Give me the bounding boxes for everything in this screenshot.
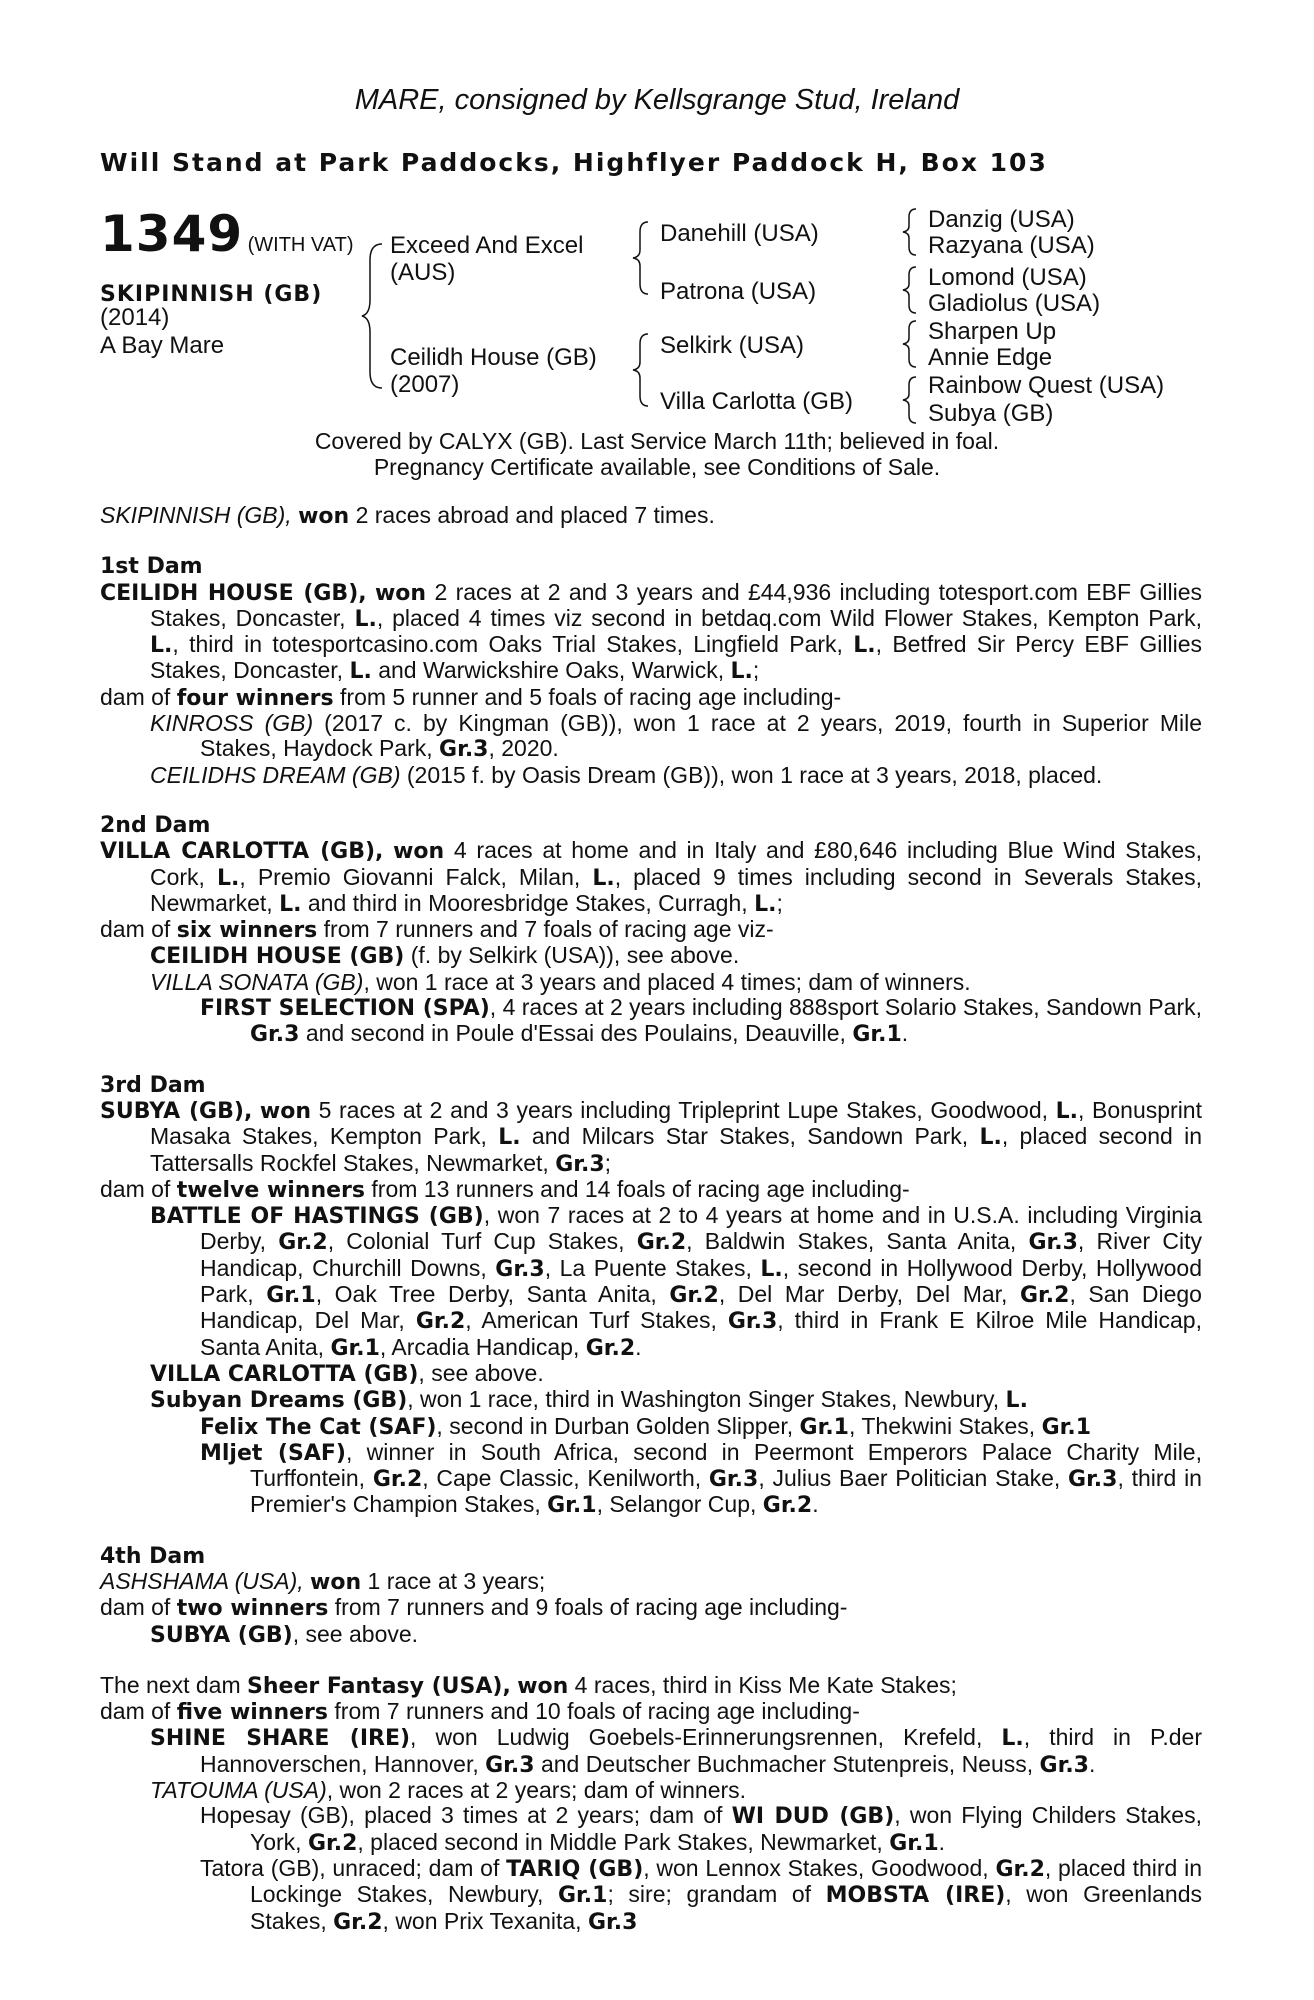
heading-1st-dam: 1st Dam bbox=[100, 554, 203, 580]
dam3-produce-3: Subyan Dreams (GB), won 1 race, third in Washington Singer Stakes, Newbury, L. bbox=[150, 1386, 1028, 1414]
pedigree-sds: Lomond (USA) bbox=[928, 264, 1087, 291]
pedigree-dam: Ceilidh House (GB) bbox=[390, 344, 597, 371]
pedigree-brace-dam bbox=[630, 330, 654, 410]
horse-description: A Bay Mare bbox=[100, 332, 225, 359]
dam4-produce-1: SUBYA (GB), see above. bbox=[150, 1620, 419, 1648]
dam2-produce-summary: dam of six winners from 7 runners and 7 foals of racing age viz- bbox=[100, 916, 774, 944]
nextdam-record: The next dam Sheer Fantasy (USA), won 4 races, third in Kiss Me Kate Stakes; bbox=[100, 1671, 957, 1699]
dam3-record: SUBYA (GB), won 5 races at 2 and 3 years including Tripleprint Lupe Stakes, Goodwood, L., Bonusprint Masaka Stakes, Kempton Park, L. and Milcars Star Stakes, Sandown Park, L., placed second in Tattersalls Rockfel Stakes, Newmarket, Gr.3; bbox=[100, 1096, 1202, 1177]
dam3-produce-5: Mljet (SAF), winner in South Africa, second in Peermont Emperors Palace Charity Mile, Turffontein, Gr.2, Cape Classic, Kenilworth, Gr.3, Julius Baer Politician Stake, Gr.3, third in Premier's Champion Stakes, Gr.1, Selangor Cup, Gr.2. bbox=[200, 1438, 1202, 1519]
pedigree-sire-sire: Danehill (USA) bbox=[660, 220, 819, 247]
pedigree-sire-country: (AUS) bbox=[390, 259, 456, 286]
lot-number: 1349 bbox=[100, 205, 244, 263]
pedigree-dss: Sharpen Up bbox=[928, 318, 1057, 345]
pedigree-dam-dam: Villa Carlotta (GB) bbox=[660, 388, 853, 415]
pedigree-sire-dam: Patrona (USA) bbox=[660, 278, 817, 305]
dam1-produce-2: CEILIDHS DREAM (GB) (2015 f. by Oasis Dream (GB)), won 1 race at 3 years, 2018, placed. bbox=[150, 761, 1103, 788]
pedigree-brace-ds bbox=[900, 318, 922, 370]
pedigree-dds: Rainbow Quest (USA) bbox=[928, 372, 1165, 399]
pedigree-ddd: Subya (GB) bbox=[928, 400, 1054, 427]
dam4-record: ASHSHAMA (USA), won 1 race at 3 years; bbox=[100, 1567, 546, 1595]
pedigree-brace-main bbox=[360, 240, 390, 390]
pedigree-brace-sire bbox=[630, 218, 654, 298]
dam3-produce-1: BATTLE OF HASTINGS (GB), won 7 races at 2 to 4 years at home and in U.S.A. including Virginia Derby, Gr.2, Colonial Turf Cup Stakes, Gr.2, Baldwin Stakes, Santa Anita, Gr.3, River City Handicap, Churchill Downs, Gr.3, La Puente Stakes, L., second in Hollywood Derby, Hollywood Park, Gr.1, Oak Tree Derby, Santa Anita, Gr.2, Del Mar Derby, Del Mar, Gr.2, San Diego Handicap, Del Mar, Gr.2, American Turf Stakes, Gr.3, third in Frank E Kilroe Mile Handicap, Santa Anita, Gr.1, Arcadia Handicap, Gr.2. bbox=[150, 1202, 1203, 1361]
dam3-produce-2: VILLA CARLOTTA (GB), see above. bbox=[150, 1359, 544, 1387]
pedigree-brace-sd bbox=[900, 264, 922, 316]
lot-header bbox=[100, 205, 354, 263]
pedigree-sss: Danzig (USA) bbox=[928, 206, 1075, 233]
pedigree-dam-year: (2007) bbox=[390, 371, 460, 398]
dam2-produce-2: VILLA SONATA (GB), won 1 race at 3 years and placed 4 times; dam of winners. bbox=[150, 968, 971, 995]
pedigree-dam-sire: Selkirk (USA) bbox=[660, 332, 805, 359]
dam3-produce-summary: dam of twelve winners from 13 runners and 14 foals of racing age including- bbox=[100, 1175, 910, 1203]
pedigree-ssd: Razyana (USA) bbox=[928, 232, 1095, 259]
horse-year: (2014) bbox=[100, 304, 170, 331]
heading-2nd-dam: 2nd Dam bbox=[100, 812, 211, 838]
location-line: Will Stand at Park Paddocks, Highflyer Paddock H, Box 103 bbox=[100, 148, 1048, 177]
pedigree-sire: Exceed And Excel bbox=[390, 232, 584, 259]
pedigree-sdd: Gladiolus (USA) bbox=[928, 290, 1101, 317]
nextdam-produce-summary: dam of five winners from 7 runners and 10 foals of racing age including- bbox=[100, 1698, 860, 1726]
heading-3rd-dam: 3rd Dam bbox=[100, 1072, 206, 1098]
horse-name: SKIPINNISH (GB) bbox=[100, 282, 323, 307]
nextdam-produce-1: SHINE SHARE (IRE), won Ludwig Goebels-Erinnerungsrennen, Krefeld, L., third in P.der Hannoverschen, Hannover, Gr.3 and Deutscher Buchmacher Stutenpreis, Neuss, Gr.3. bbox=[150, 1724, 1202, 1778]
covering-line-1: Covered by CALYX (GB). Last Service March 11th; believed in foal. bbox=[314, 428, 1000, 454]
dam1-produce-summary: dam of four winners from 5 runner and 5 foals of racing age including- bbox=[100, 683, 842, 711]
dam1-produce-1: KINROSS (GB) (2017 c. by Kingman (GB)), won 1 race at 2 years, 2019, fourth in Superior Mile Stakes, Haydock Park, Gr.3, 2020. bbox=[150, 710, 1202, 763]
vat-label: (WITH VAT) bbox=[247, 234, 354, 256]
nextdam-produce-4: Tatora (GB), unraced; dam of TARIQ (GB), won Lennox Stakes, Goodwood, Gr.2, placed third in Lockinge Stakes, Newbury, Gr.1; sire; grandam of MOBSTA (IRE), won Greenlands Stakes, Gr.2, won Prix Texanita, Gr.3 bbox=[200, 1854, 1203, 1935]
nextdam-produce-2: TATOUMA (USA), won 2 races at 2 years; dam of winners. bbox=[150, 1777, 747, 1804]
catalogue-body bbox=[100, 503, 1202, 1935]
dam1-record: CEILIDH HOUSE (GB), won 2 races at 2 and 3 years and £44,936 including totesport.com EBF Gillies Stakes, Doncaster, L., placed 4 times viz second in betdaq.com Wild Flower Stakes, Kempton Park, L., third in totesportcasino.com Oaks Trial Stakes, Lingfield Park, L., Betfred Sir Percy EBF Gillies Stakes, Doncaster, L. and Warwickshire Oaks, Warwick, L.; bbox=[100, 578, 1203, 685]
nextdam-produce-3: Hopesay (GB), placed 3 times at 2 years; dam of WI DUD (GB), won Flying Childers Stakes, York, Gr.2, placed second in Middle Park Stakes, Newmarket, Gr.1. bbox=[200, 1802, 1202, 1856]
summary-line: SKIPINNISH (GB), won 2 races abroad and placed 7 times. bbox=[100, 502, 715, 529]
dam4-produce-summary: dam of two winners from 7 runners and 9 foals of racing age including- bbox=[100, 1594, 848, 1622]
dam2-produce-3: FIRST SELECTION (SPA), 4 races at 2 years including 888sport Solario Stakes, Sandown Park, Gr.3 and second in Poule d'Essai des Poulains, Deauville, Gr.1. bbox=[200, 994, 1202, 1048]
heading-4th-dam: 4th Dam bbox=[100, 1543, 206, 1569]
consignment-line: MARE, consigned by Kellsgrange Stud, Ireland bbox=[354, 84, 960, 116]
dam2-produce-1: CEILIDH HOUSE (GB) (f. by Selkirk (USA)), see above. bbox=[150, 942, 740, 970]
dam3-produce-4: Felix The Cat (SAF), second in Durban Golden Slipper, Gr.1, Thekwini Stakes, Gr.1 bbox=[200, 1412, 1092, 1440]
pedigree-brace-ss bbox=[900, 206, 922, 258]
covering-line-2: Pregnancy Certificate available, see Conditions of Sale. bbox=[373, 454, 941, 480]
pedigree-dsd: Annie Edge bbox=[928, 344, 1053, 371]
dam2-record: VILLA CARLOTTA (GB), won 4 races at home and in Italy and £80,646 including Blue Wind Stakes, Cork, L., Premio Giovanni Falck, Milan, L., placed 9 times including second in Severals Stakes, Newmarket, L. and third in Mooresbridge Stakes, Curragh, L.; bbox=[100, 837, 1202, 917]
pedigree-brace-dd bbox=[900, 374, 922, 426]
